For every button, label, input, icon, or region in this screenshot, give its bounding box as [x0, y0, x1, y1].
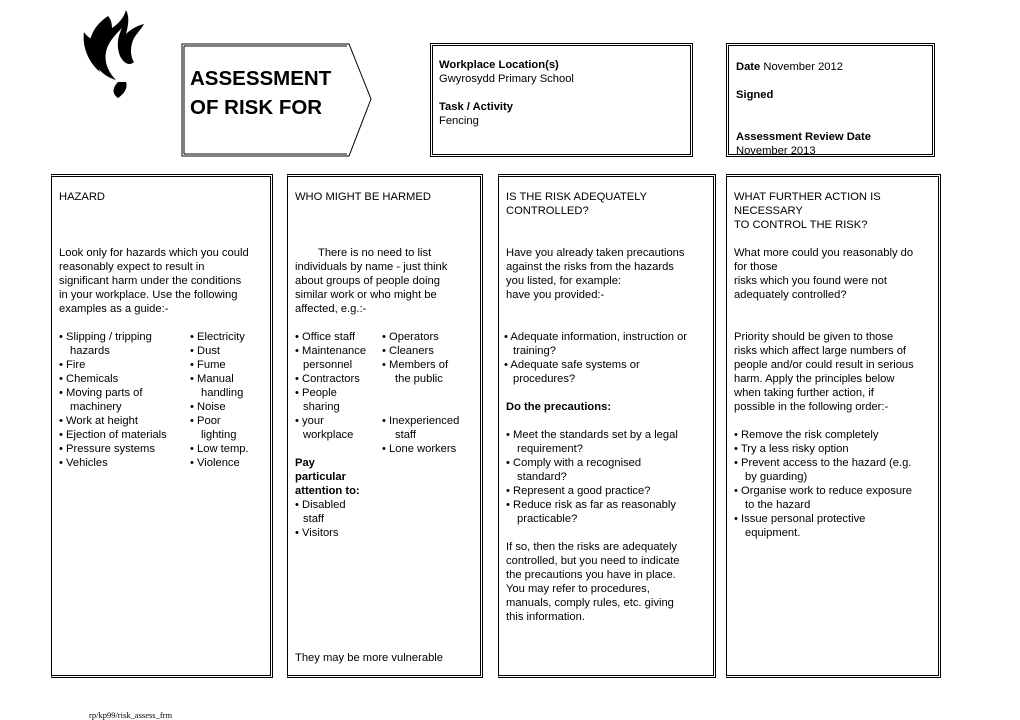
- do-precautions-list: [506, 428, 678, 526]
- list-item: • Maintenance: [295, 345, 367, 357]
- hazard-list-left: [59, 330, 167, 470]
- list-item: • Pressure systems: [59, 443, 155, 455]
- list-item: • Low temp.: [190, 443, 249, 455]
- list-item: handling: [201, 387, 244, 399]
- list-item: • Issue personal protective: [734, 513, 866, 525]
- list-item: • Remove the risk completely: [734, 429, 879, 441]
- action-list: [734, 428, 912, 540]
- list-item: sharing: [303, 401, 340, 413]
- priority-text: Priority should be given to those risks which affect large numbers of people and/or could result in serious harm. Apply the principles below when taking further action, if possible in the following order:-: [734, 331, 914, 413]
- list-item: hazards: [70, 345, 110, 357]
- list-item: requirement?: [517, 443, 583, 455]
- list-item: training?: [513, 345, 556, 357]
- task-value: Fencing: [439, 115, 479, 127]
- list-item: • Members of: [382, 359, 449, 371]
- title-line-1: ASSESSMENT: [190, 67, 332, 90]
- list-item: • Adequate safe systems or: [504, 359, 640, 371]
- who-harmed-heading: WHO MIGHT BE HARMED: [295, 191, 431, 203]
- who-harmed-intro: There is no need to list individuals by name - just think about groups of people doing similar work or who might be affected, e.g.:-: [295, 247, 448, 315]
- further-action-heading: WHAT FURTHER ACTION IS NECESSARY TO CONTROL THE RISK?: [734, 191, 881, 231]
- list-item: standard?: [517, 471, 567, 483]
- list-item: • Visitors: [295, 527, 339, 539]
- list-item: procedures?: [513, 373, 576, 385]
- list-item: • Violence: [190, 457, 240, 469]
- list-item: • Organise work to reduce exposure: [734, 485, 913, 497]
- workplace-value: Gwyrosydd Primary School: [439, 73, 574, 85]
- list-item: • Dust: [190, 345, 221, 357]
- list-item: to the hazard: [745, 499, 811, 511]
- list-item: • Office staff: [295, 331, 356, 343]
- signed-label: Signed: [736, 89, 774, 101]
- list-item: • Reduce risk as far as reasonably: [506, 499, 676, 511]
- list-item: staff: [303, 513, 324, 525]
- list-item: • Prevent access to the hazard (e.g.: [734, 457, 912, 469]
- list-item: • Disabled: [295, 499, 346, 511]
- list-item: • Work at height: [59, 415, 138, 427]
- list-item: • Moving parts of: [59, 387, 143, 399]
- list-item: • Adequate information, instruction or: [504, 331, 688, 343]
- list-item: • People: [295, 387, 337, 399]
- list-item: • Electricity: [190, 331, 245, 343]
- list-item: practicable?: [517, 513, 578, 525]
- list-item: • Ejection of materials: [59, 429, 167, 441]
- review-label: Assessment Review Date: [736, 131, 871, 143]
- do-precautions-heading: Do the precautions:: [506, 401, 612, 413]
- review-value: November 2013: [736, 145, 816, 157]
- list-item: equipment.: [745, 527, 801, 539]
- list-item: staff: [395, 429, 416, 441]
- list-item: • Poor: [190, 415, 221, 427]
- hazard-list-right: [190, 330, 249, 470]
- hazard-heading: HAZARD: [59, 191, 105, 203]
- further-action-intro: What more could you reasonably do for those risks which you found were not adequately controlled?: [734, 247, 914, 301]
- list-item: • Fire: [59, 359, 86, 371]
- date-value: November 2012: [763, 61, 843, 73]
- footer-reference: rp/kp99/risk_assess_frm: [89, 710, 173, 720]
- list-item: by guarding): [745, 471, 808, 483]
- list-item: machinery: [70, 401, 122, 413]
- pay-attention-heading: Pay particular attention to:: [295, 457, 360, 497]
- list-item: the public: [395, 373, 443, 385]
- list-item: lighting: [201, 429, 237, 441]
- phoenix-logo-icon: [78, 6, 146, 98]
- date-label: Date: [736, 61, 761, 73]
- date-box: [726, 43, 935, 157]
- precautions-list: [504, 330, 687, 386]
- workplace-box: [430, 43, 693, 157]
- list-item: • Manual: [190, 373, 234, 385]
- risk-controlled-heading: IS THE RISK ADEQUATELY CONTROLLED?: [506, 191, 648, 217]
- hazard-intro: Look only for hazards which you could reasonably expect to result in significant harm under the conditions in your workplace. Use the following examples as a guide:-: [59, 247, 249, 315]
- workplace-label: Workplace Location(s): [439, 59, 559, 71]
- list-item: • Represent a good practice?: [506, 485, 651, 497]
- list-item: • Try a less risky option: [734, 443, 849, 455]
- list-item: • Comply with a recognised: [506, 457, 642, 469]
- page-title: [190, 64, 331, 122]
- title-line-2: OF RISK FOR: [190, 96, 323, 119]
- who-harmed-list-right: [382, 330, 459, 456]
- list-item: • Inexperienced: [382, 415, 460, 427]
- list-item: • Fume: [190, 359, 226, 371]
- list-item: • Vehicles: [59, 457, 108, 469]
- list-item: • Chemicals: [59, 373, 119, 385]
- list-item: • Meet the standards set by a legal: [506, 429, 678, 441]
- pay-attention-list: [295, 498, 346, 540]
- list-item: • Lone workers: [382, 443, 457, 455]
- risk-controlled-intro: Have you already taken precautions against the risks from the hazards you listed, for example: have you provided:-: [506, 247, 685, 301]
- list-item: personnel: [303, 359, 353, 371]
- list-item: • Cleaners: [382, 345, 434, 357]
- list-item: • your: [295, 415, 324, 427]
- vulnerable-note: They may be more vulnerable: [295, 652, 443, 664]
- risk-controlled-closing: If so, then the risks are adequately controlled, but you need to indicate the precautions you have in place. You may refer to procedures, manuals, comply rules, etc. giving this information.: [506, 541, 680, 623]
- list-item: • Operators: [382, 331, 439, 343]
- list-item: • Slipping / tripping: [59, 331, 152, 343]
- list-item: workplace: [303, 429, 354, 441]
- list-item: • Noise: [190, 401, 226, 413]
- list-item: • Contractors: [295, 373, 360, 385]
- task-label: Task / Activity: [439, 101, 513, 113]
- who-harmed-list-left: [295, 330, 366, 442]
